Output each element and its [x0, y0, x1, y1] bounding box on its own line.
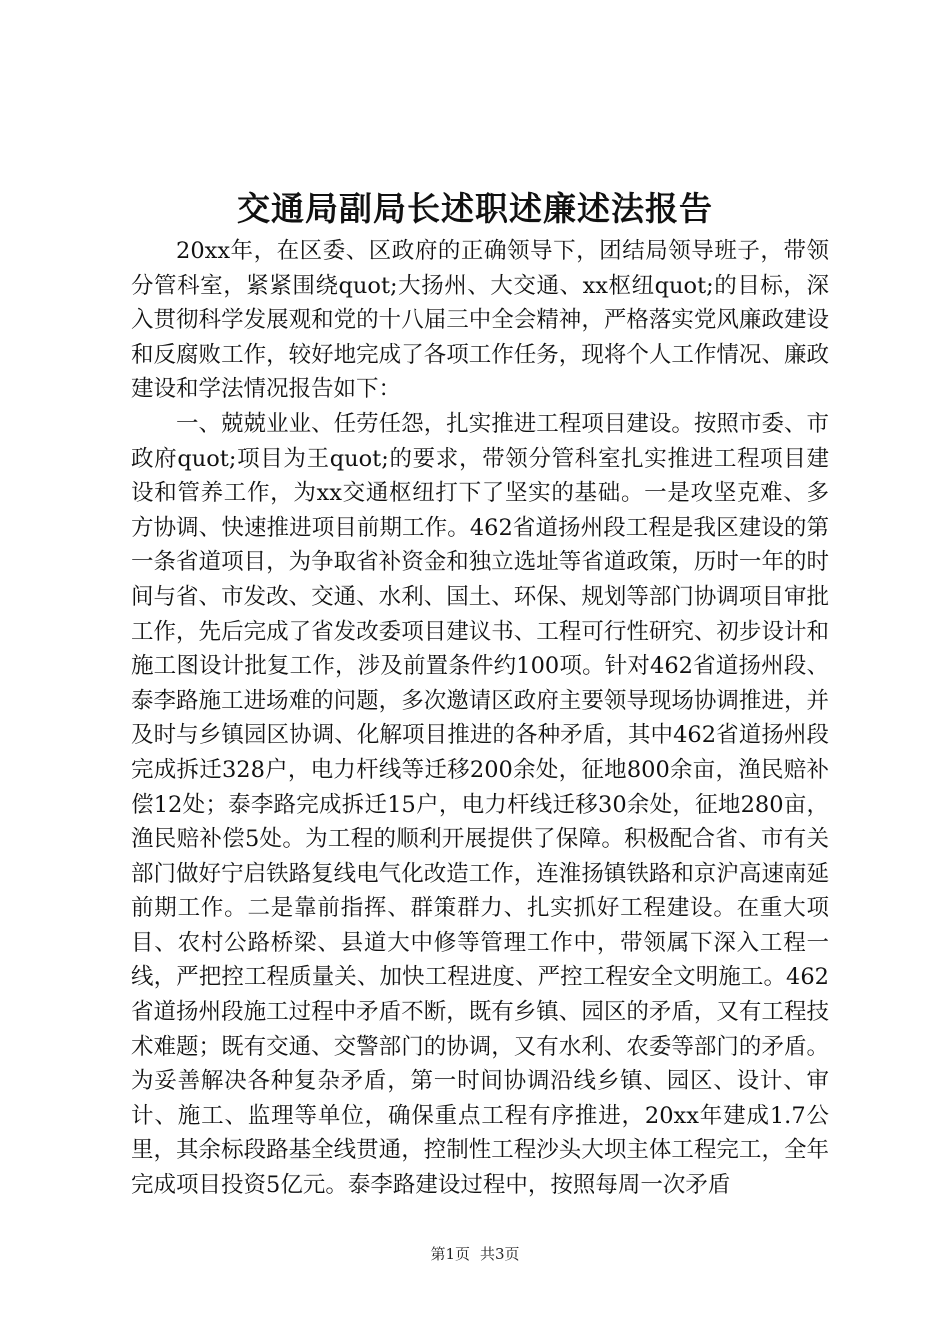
document-body — [131, 234, 829, 1203]
page-number: 第1页 — [430, 1245, 470, 1263]
page-total: 共3页 — [480, 1245, 520, 1263]
paragraph-intro: 20xx年，在区委、区政府的正确领导下，团结局领导班子，带领分管科室，紧紧围绕quot;大扬州、大交通、xx枢纽quot;的目标，深入贯彻科学发展观和党的十八届三中全会精神，严格落实党风廉政建设和反腐败工作，较好地完成了各项工作任务，现将个人工作情况、廉政建设和学法情况报告如下： — [131, 238, 829, 403]
page-footer — [0, 1244, 950, 1264]
paragraph-section-one: 一、兢兢业业、任劳任怨，扎实推进工程项目建设。按照市委、市政府quot;项目为王quot;的要求，带领分管科室扎实推进工程项目建设和管养工作，为xx交通枢纽打下了坚实的基础。一是攻坚克难、多方协调、快速推进项目前期工作。462省道扬州段工程是我区建设的第一条省道项目，为争取省补资金和独立选址等省道政策，历时一年的时间与省、市发改、交通、水利、国土、环保、规划等部门协调项目审批工作，先后完成了省发改委项目建议书、工程可行性研究、初步设计和施工图设计批复工作，涉及前置条件约100项。针对462省道扬州段、泰李路施工进场难的问题，多次邀请区政府主要领导现场协调推进，并及时与乡镇园区协调、化解项目推进的各种矛盾，其中462省道扬州段完成拆迁328户，电力杆线等迁移200余处，征地800余亩，渔民赔补偿12处；泰李路完成拆迁15户，电力杆线迁移30余处，征地280亩，渔民赔补偿5处。为工程的顺利开展提供了保障。积极配合省、市有关部门做好宁启铁路复线电气化改造工作，连淮扬镇铁路和京沪高速南延前期工作。二是靠前指挥、群策群力、扎实抓好工程建设。在重大项目、农村公路桥梁、县道大中修等管理工作中，带领属下深入工程一线，严把控工程质量关、加快工程进度、严控工程安全文明施工。462省道扬州段施工过程中矛盾不断，既有乡镇、园区的矛盾，又有工程技术难题；既有交通、交警部门的协调，又有水利、农委等部门的矛盾。为妥善解决各种复杂矛盾，第一时间协调沿线乡镇、园区、设计、审计、施工、监理等单位，确保重点工程有序推进，20xx年建成1.7公里，其余标段路基全线贯通，控制性工程沙头大坝主体工程完工，全年完成项目投资5亿元。泰李路建设过程中，按照每周一次矛盾 — [131, 410, 829, 1199]
document-title: 交通局副局长述职述廉述法报告 — [237, 189, 713, 228]
